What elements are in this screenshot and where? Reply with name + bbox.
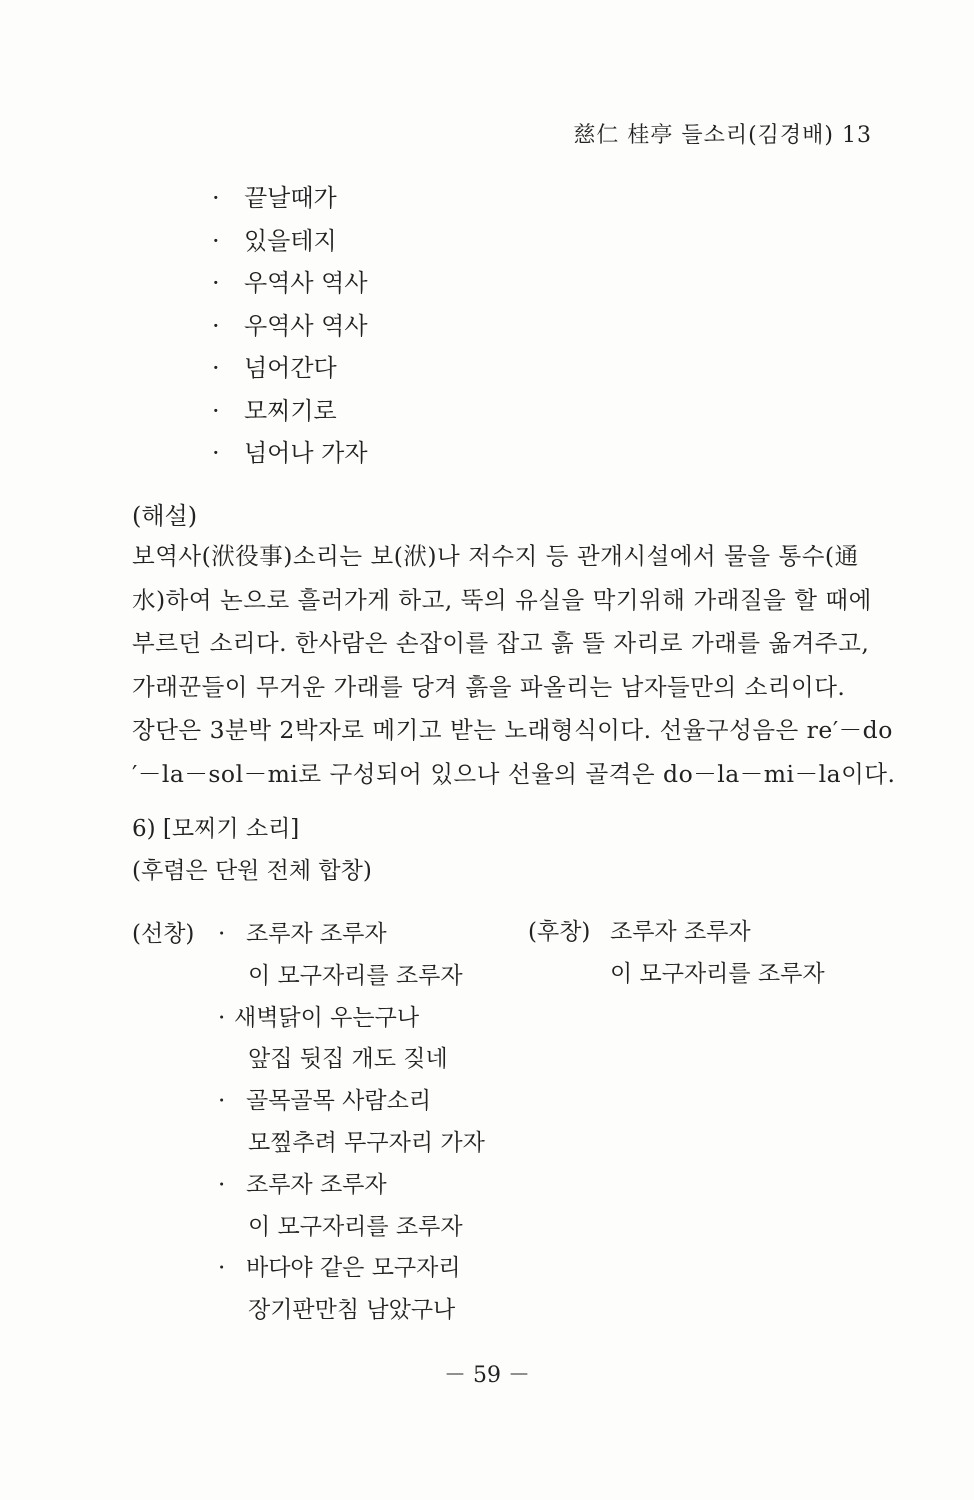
lead-line: · 조루자 조루자 [218,1165,485,1207]
commentary-paragraph [132,535,896,796]
lyrics-line: · 넘어나 가자 [212,432,368,475]
lyrics-line: · 우역사 역사 [212,305,368,348]
lead-singer-lyrics [218,914,485,1332]
commentary-heading: (해설) [132,502,198,530]
commentary-line: 가래꾼들이 무거운 가래를 당겨 흙을 파올리는 남자들만의 소리이다. [132,672,846,701]
lead-line: 이 모구자리를 조루자 [248,1213,463,1240]
bullet-marker: · [218,1255,226,1282]
lyrics-line: · 끝날때가 [212,177,368,220]
chorus-line: 이 모구자리를 조루자 [610,960,825,987]
bullet-marker: · [212,184,220,212]
running-header: 慈仁 桂亭 들소리(김경배) 13 [573,123,872,148]
commentary-line: ′－la－sol－mi로 구성되어 있으나 선율의 골격은 do－la－mi－la이다. [132,759,896,788]
lead-line: · 바다야 같은 모구자리 [218,1248,485,1290]
lead-line: · 새벽닭이 우는구나 [218,998,485,1040]
section-note: (후렴은 단원 전체 합창) [132,858,372,884]
lead-line: · 골목골목 사람소리 [218,1081,485,1123]
bullet-marker: · [218,921,226,947]
page-number: － 59 － [444,1363,530,1388]
commentary-line: 보역사(洑役事)소리는 보(洑)나 저수지 등 관개시설에서 물을 통수(通 [132,542,859,570]
commentary-line: 부르던 소리다. 한사람은 손잡이를 잡고 흙 뜰 자리로 가래를 옮겨주고, [132,629,870,657]
chorus-line: 조루자 조루자 [610,919,751,945]
commentary-line: 장단은 3분박 2박자로 메기고 받는 노래형식이다. 선율구성음은 re′－do [132,716,893,744]
lead-line: · 조루자 조루자 [218,914,485,956]
lyrics-line: · 우역사 역사 [212,262,368,305]
lyrics-line: · 있을테지 [212,220,368,263]
bullet-marker: · [212,439,220,467]
lead-singer-label: (선창) [132,921,195,947]
lead-line: 앞집 뒷집 개도 짖네 [248,1046,448,1073]
bullet-marker: · [212,354,220,382]
bullet-marker: · [218,1088,226,1115]
bullet-marker: · [212,226,220,255]
bullet-marker: · [212,269,220,297]
chorus-label: (후창) [528,919,591,945]
section-title: 6) [모찌기 소리] [132,816,300,842]
bullet-marker: · [218,1004,226,1031]
commentary-line: 水)하여 논으로 흘러가게 하고, 뚝의 유실을 막기위해 가래질을 할 때에 [132,585,872,614]
bullet-marker: · [212,311,220,340]
lead-line: 장기판만침 남았구나 [248,1297,456,1324]
lead-line: 모찦추려 무구자리 가자 [248,1129,485,1156]
lead-line: 이 모구자리를 조루자 [248,962,463,989]
chorus-lyrics [610,912,825,996]
lyrics-line: · 넘어간다 [212,347,368,390]
bullet-marker: · [218,1171,226,1198]
bullet-marker: · [212,396,220,425]
lyrics-line: · 모찌기로 [212,390,368,433]
lyrics-bullet-list [212,177,368,475]
